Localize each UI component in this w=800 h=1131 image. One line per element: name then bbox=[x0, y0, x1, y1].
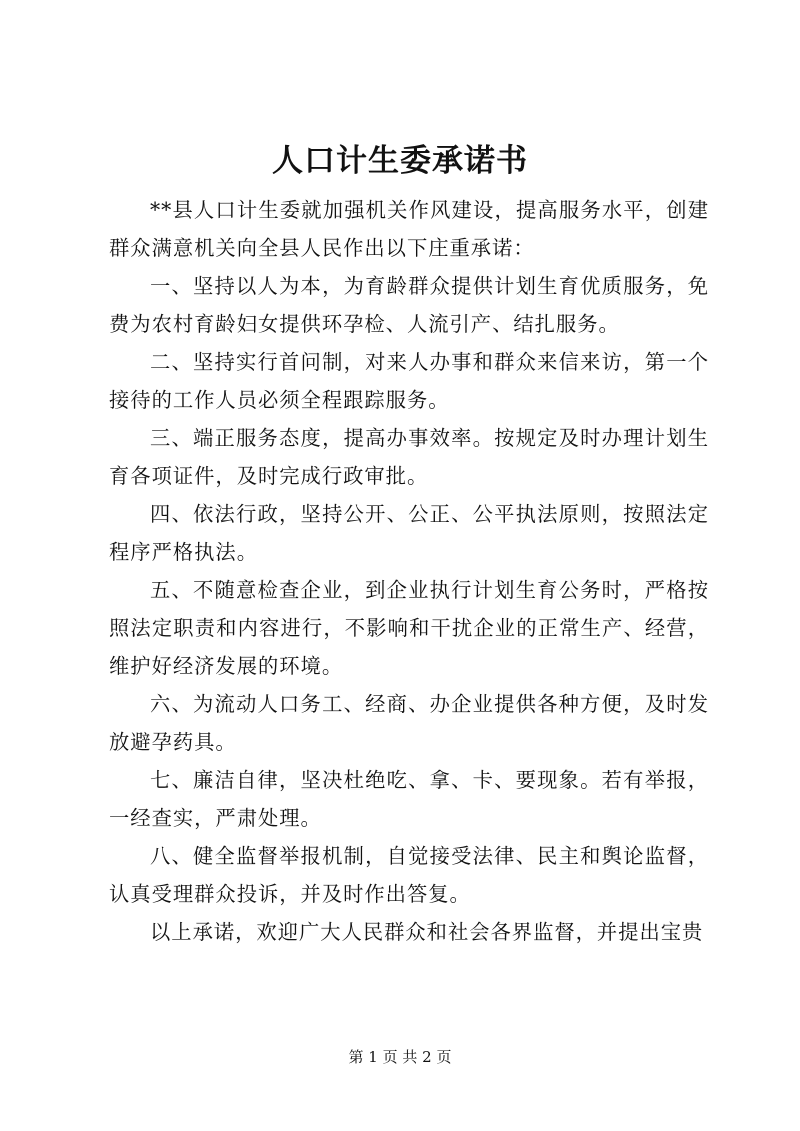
promise-paragraph-7: 七、廉洁自律，坚决杜绝吃、拿、卡、要现象。若有举报，一经查实，严肃处理。 bbox=[109, 768, 709, 830]
promise-paragraph-6: 六、为流动人口务工、经商、办企业提供各种方便，及时发放避孕药具。 bbox=[109, 692, 709, 754]
promise-paragraph-4: 四、依法行政，坚持公开、公正、公平执法原则，按照法定程序严格执法。 bbox=[109, 502, 709, 564]
closing-paragraph: 以上承诺，欢迎广大人民群众和社会各界监督，并提出宝贵 bbox=[150, 920, 704, 944]
promise-paragraph-3: 三、端正服务态度，提高办事效率。按规定及时办理计划生育各项证件，及时完成行政审批。 bbox=[109, 426, 709, 488]
page-footer: 第 1 页 共 2 页 bbox=[348, 1048, 452, 1066]
document-title: 人口计生委承诺书 bbox=[272, 143, 528, 179]
promise-paragraph-8: 八、健全监督举报机制，自觉接受法律、民主和舆论监督，认真受理群众投诉，并及时作出答复。 bbox=[109, 844, 709, 906]
document-body bbox=[109, 191, 709, 951]
promise-paragraph-5: 五、不随意检查企业，到企业执行计划生育公务时，严格按照法定职责和内容进行，不影响和干扰企业的正常生产、经营，维护好经济发展的环境。 bbox=[109, 578, 709, 678]
promise-paragraph-2: 二、坚持实行首问制，对来人办事和群众来信来访，第一个接待的工作人员必须全程跟踪服务。 bbox=[109, 350, 709, 412]
intro-paragraph: **县人口计生委就加强机关作风建设，提高服务水平，创建群众满意机关向全县人民作出以下庄重承诺： bbox=[109, 198, 709, 260]
promise-paragraph-1: 一、坚持以人为本，为育龄群众提供计划生育优质服务，免费为农村育龄妇女提供环孕检、人流引产、结扎服务。 bbox=[109, 274, 709, 336]
